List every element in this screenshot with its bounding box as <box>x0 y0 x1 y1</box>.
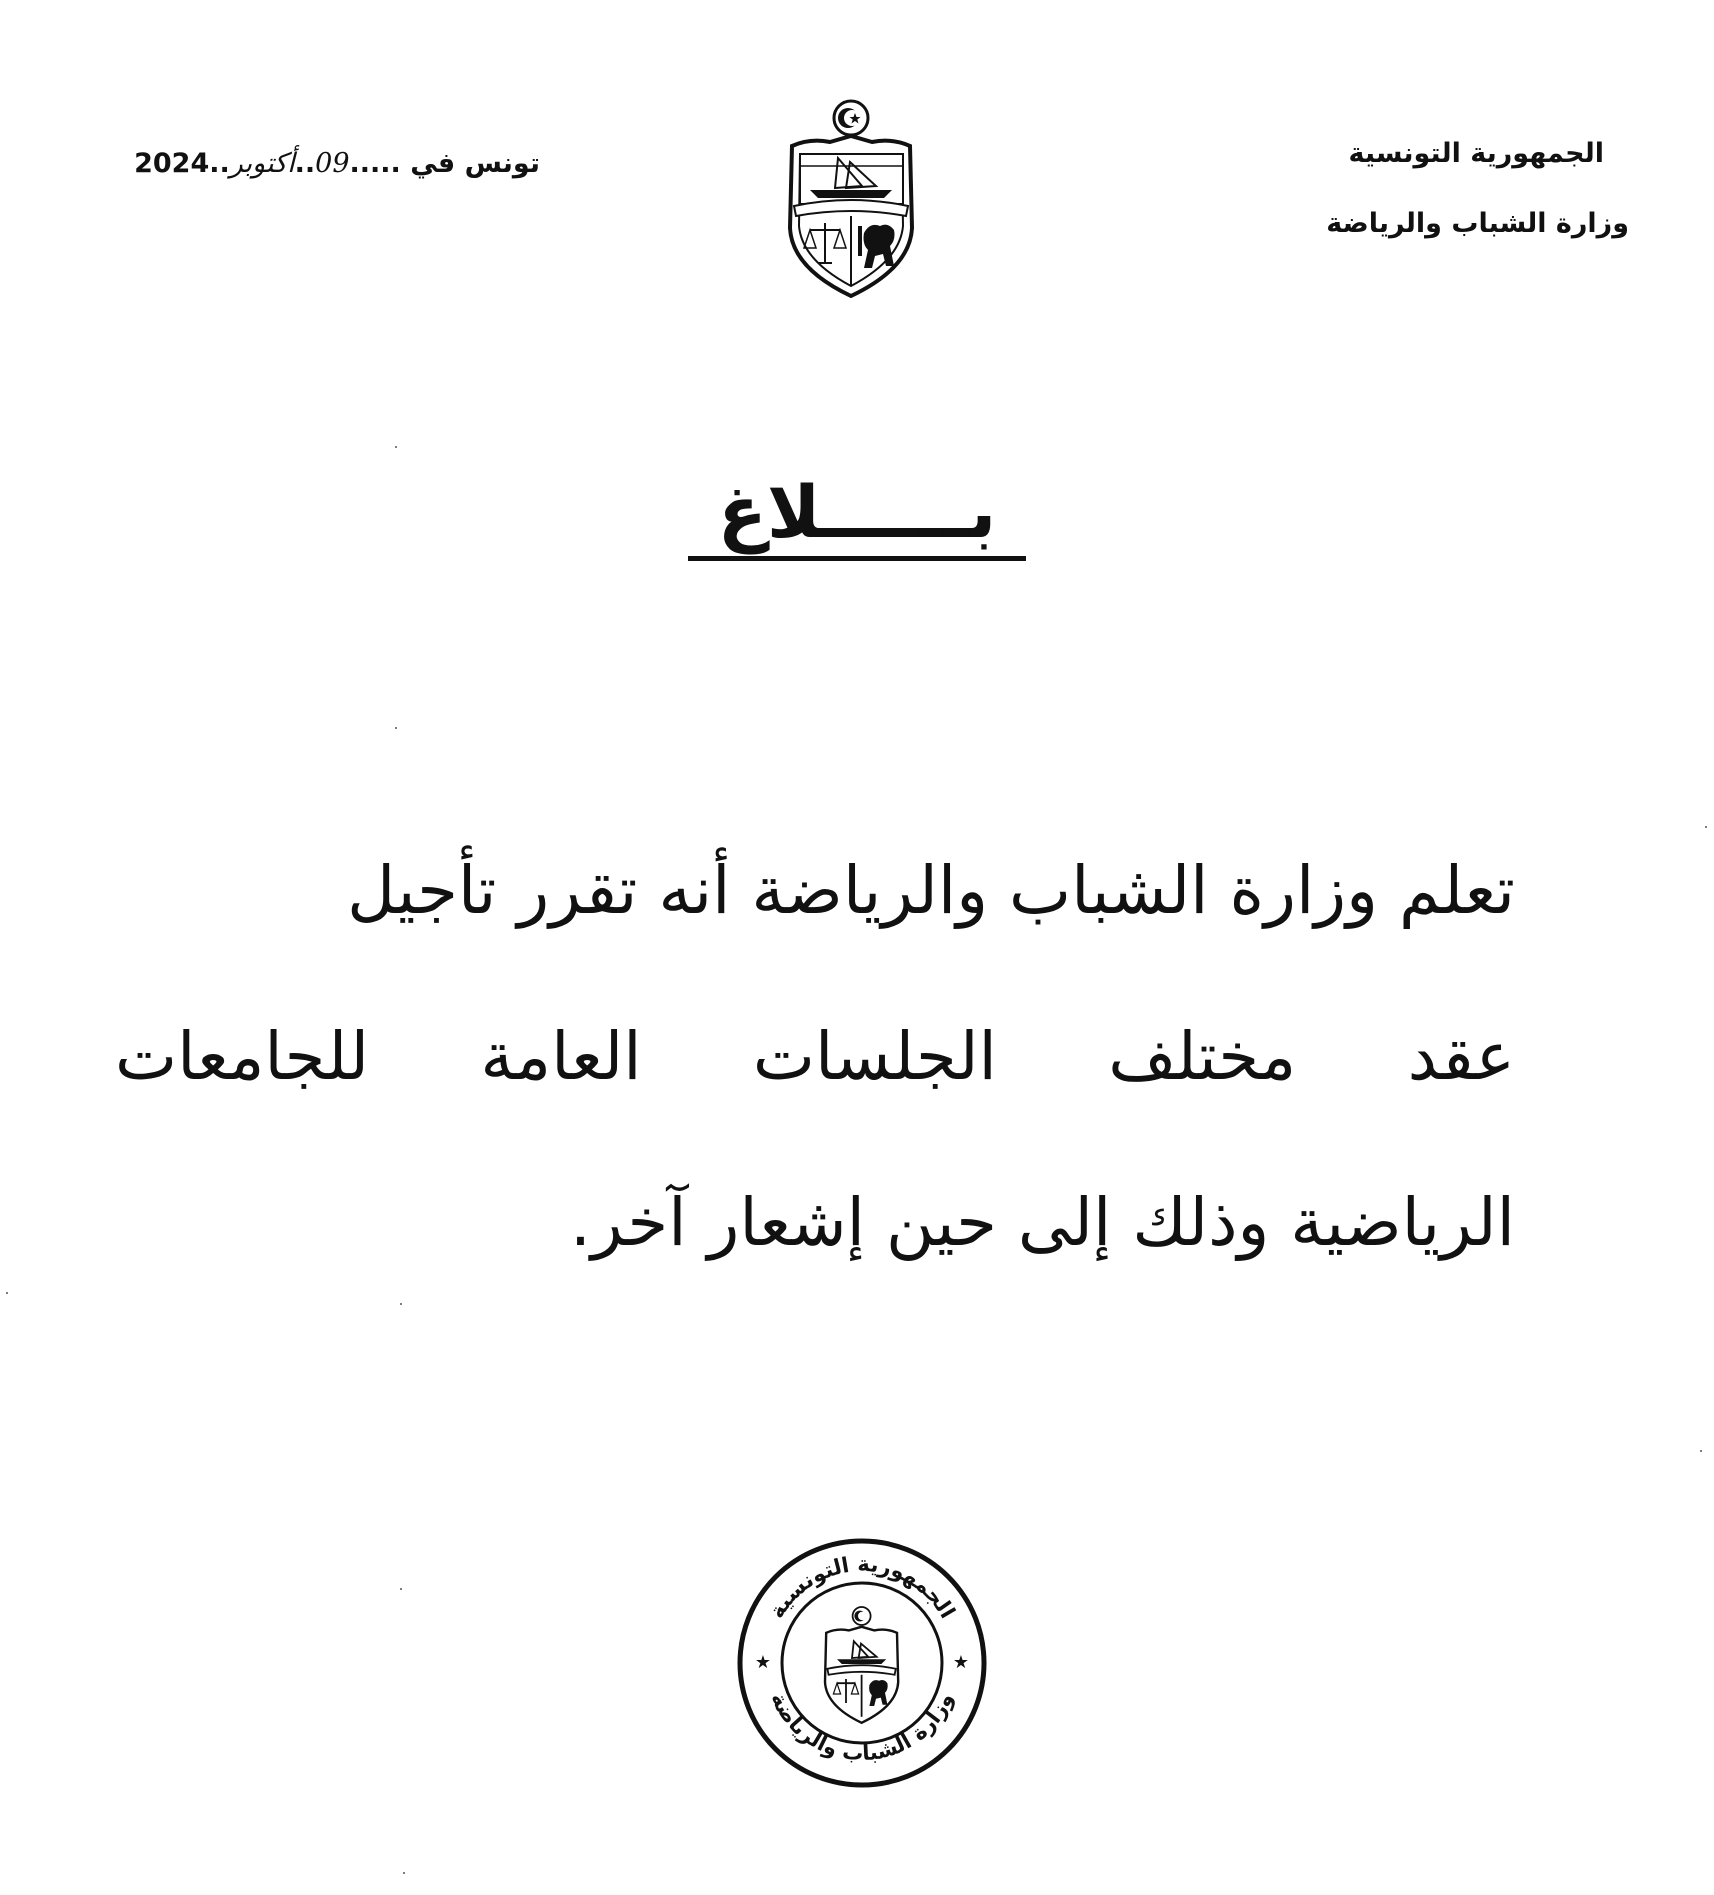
title-text: بــــــلاغ <box>688 476 1027 561</box>
date-dots: ..... <box>349 148 401 179</box>
body-line-1: تعلم وزارة الشباب والرياضة أنه تقرر تأجيل <box>347 852 1515 929</box>
svg-text:★: ★ <box>952 1652 970 1673</box>
stamp-ring-top: الجمهورية التونسية <box>764 1551 960 1623</box>
scan-speck <box>400 1588 402 1590</box>
page-title <box>0 470 1714 561</box>
date-line: تونس في .....09..أكتوبر..2024 <box>134 148 540 179</box>
stamp-ring-bottom: وزارة الشباب والرياضة <box>766 1688 958 1766</box>
scan-speck <box>1700 1450 1702 1452</box>
official-stamp <box>735 1536 989 1790</box>
scan-speck <box>395 727 397 729</box>
date-year: 2024 <box>134 148 210 179</box>
date-day: 09 <box>315 148 350 179</box>
body-line-3: الرياضية وذلك إلى حين إشعار آخر. <box>570 1184 1515 1261</box>
tunisia-coat-of-arms-icon <box>780 98 922 298</box>
announcement-body <box>115 808 1515 1306</box>
date-prefix: تونس في <box>410 148 540 179</box>
scan-speck <box>400 1303 402 1305</box>
ministry-name: وزارة الشباب والرياضة <box>1326 208 1629 239</box>
scan-speck <box>403 1872 405 1874</box>
republic-name: الجمهورية التونسية <box>1348 138 1604 169</box>
svg-text:★: ★ <box>754 1652 772 1673</box>
date-month: أكتوبر <box>229 148 295 179</box>
scan-speck <box>6 1292 8 1294</box>
scan-speck <box>395 446 397 448</box>
stamp-emblem-icon <box>825 1607 898 1723</box>
scan-speck <box>1705 826 1707 828</box>
body-line-2: عقد مختلف الجلسات العامة للجامعات <box>115 1018 1515 1095</box>
